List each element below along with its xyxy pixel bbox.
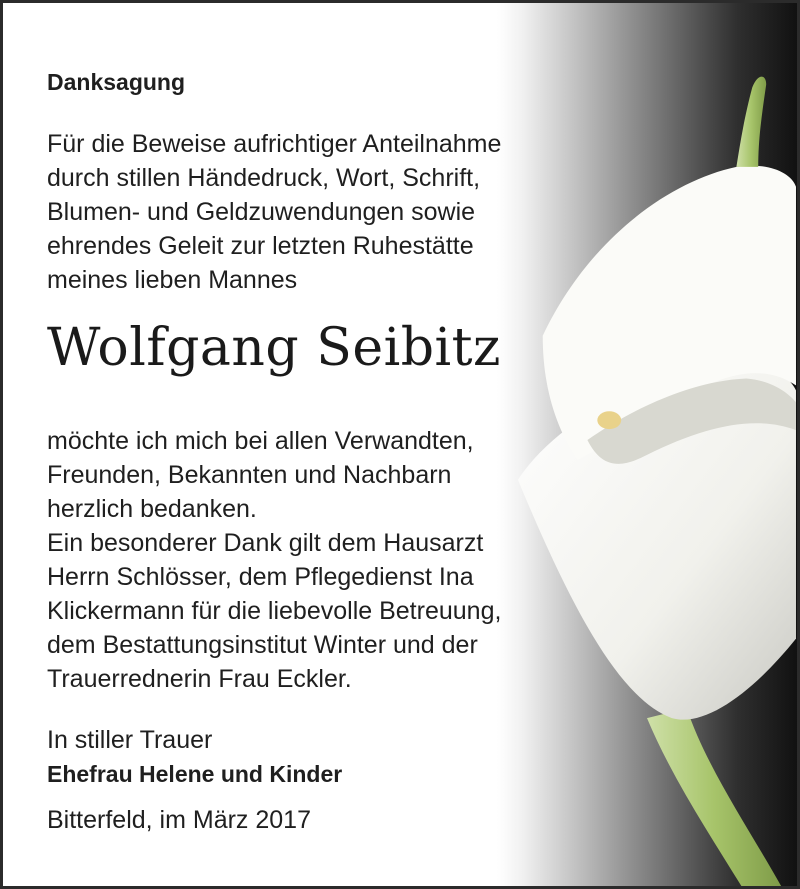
deceased-name: Wolfgang Seibitz [47, 318, 501, 378]
intro-line: ehrendes Geleit zur letzten Ruhestätte [47, 232, 474, 260]
thanks-line: dem Bestattungsinstitut Winter und der [47, 631, 478, 659]
heading: Danksagung [47, 69, 186, 95]
intro-line: Blumen- und Geldzuwendungen sowie [47, 198, 476, 226]
thanks-line: Ein besonderer Dank gilt dem Hausarzt [47, 529, 484, 557]
thanks-line: Freunden, Bekannten und Nachbarn [47, 461, 452, 489]
thanks-line: herzlich bedanken. [47, 495, 257, 523]
intro-line: durch stillen Händedruck, Wort, Schrift, [47, 164, 481, 192]
thanks-paragraph [47, 424, 501, 696]
intro-paragraph [47, 127, 501, 297]
thanks-line: möchte ich mich bei allen Verwandten, [47, 427, 474, 455]
thanks-line: Klickermann für die liebevolle Betreuung, [47, 597, 502, 625]
signature: Ehefrau Helene und Kinder [47, 761, 343, 787]
intro-line: Für die Beweise aufrichtiger Anteilnahme [47, 130, 502, 158]
thanks-line: Trauerrednerin Frau Eckler. [47, 665, 352, 693]
place-date: Bitterfeld, im März 2017 [47, 806, 311, 834]
thanks-line: Herrn Schlösser, dem Pflegedienst Ina [47, 563, 474, 591]
closing-line: In stiller Trauer [47, 726, 213, 754]
calla-lily-icon [497, 3, 797, 886]
intro-line: meines lieben Mannes [47, 266, 298, 294]
